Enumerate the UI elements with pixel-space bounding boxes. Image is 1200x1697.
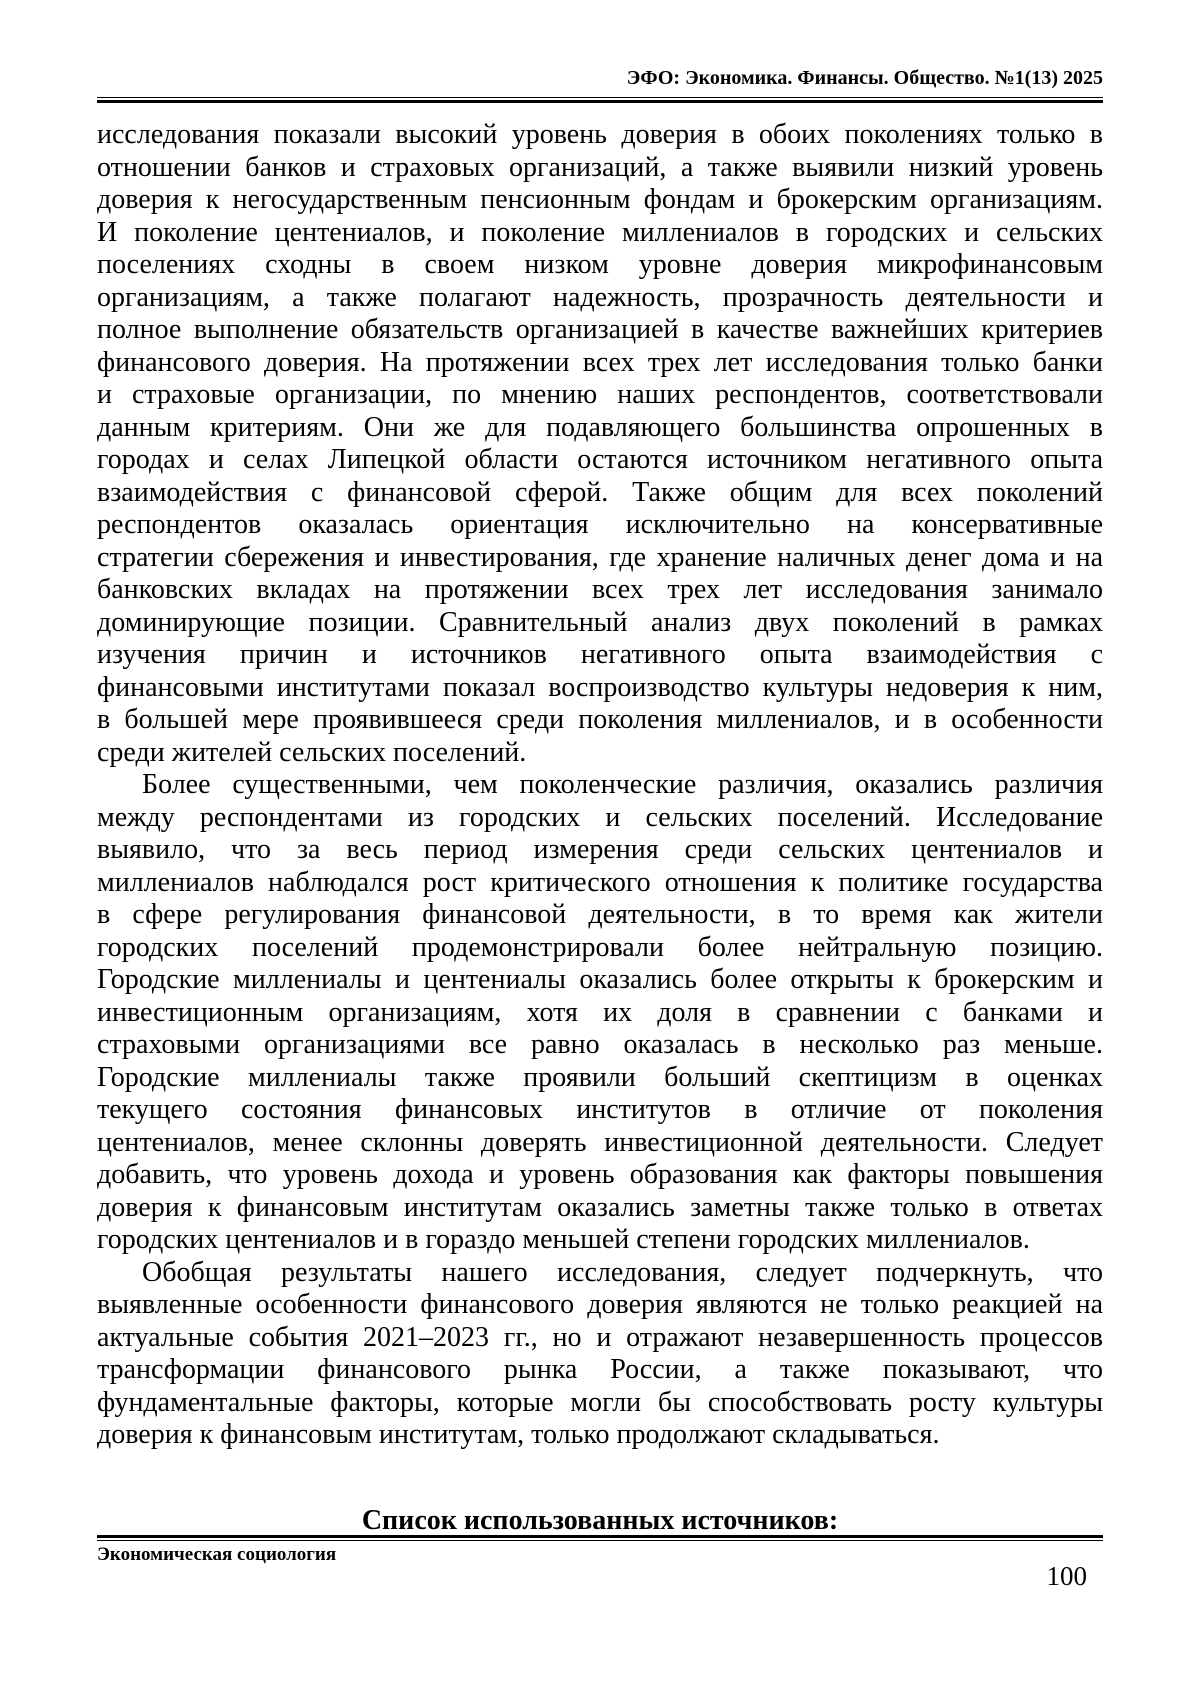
body-text-line: инвестиционным организациям, хотя их доля в сравнении с банками и xyxy=(97,996,1103,1028)
footer-rule xyxy=(97,1535,1103,1541)
body-text-line: среди жителей сельских поселений. xyxy=(97,736,527,768)
body-text-line: финансовыми институтами показал воспроизводство культуры недоверия к ним, xyxy=(97,671,1103,703)
body-text xyxy=(97,119,1103,1452)
body-text-line: актуальные события 2021–2023 гг., но и отражают незавершенность процессов xyxy=(97,1321,1103,1353)
body-text-line: выявило, что за весь период измерения среди сельских центениалов и xyxy=(97,834,1103,865)
footer-section-name: Экономическая социология xyxy=(97,1544,337,1565)
body-text-line: доминирующие позиции. Сравнительный анализ двух поколений в рамках xyxy=(97,606,1103,638)
page-number: 100 xyxy=(1046,1561,1087,1591)
body-text-line: исследования показали высокий уровень доверия в обоих поколениях только в xyxy=(97,119,1103,150)
body-text-line: банковских вкладах на протяжении всех трех лет исследования занимало xyxy=(97,574,1103,605)
body-text-line: Городские миллениалы и центениалы оказались более открыты к брокерским и xyxy=(97,964,1103,995)
body-text-line: миллениалов наблюдался рост критического отношения к политике государства xyxy=(97,866,1103,898)
body-text-line: Более существенными, чем поколенческие различия, оказались различия xyxy=(142,769,1103,800)
body-text-line: городских поселений продемонстрировали более нейтральную позицию. xyxy=(97,931,1103,963)
body-text-line: в сфере регулирования финансовой деятельности, в то время как жители xyxy=(97,899,1103,930)
body-text-line: добавить, что уровень дохода и уровень образования как факторы повышения xyxy=(97,1159,1103,1190)
body-text-line: страховыми организациями все равно оказалась в несколько раз меньше. xyxy=(97,1029,1103,1060)
body-text-line: доверия к финансовым институтам оказались заметны также только в ответах xyxy=(97,1191,1103,1223)
body-text-line: доверия к негосударственным пенсионным фондам и брокерским организациям. xyxy=(97,184,1103,215)
body-text-line: поселениях сходны в своем низком уровне доверия микрофинансовым xyxy=(97,249,1103,280)
body-text-line: между респондентами из городских и сельских поселений. Исследование xyxy=(97,801,1103,833)
body-text-line: центениалов, менее склонны доверять инвестиционной деятельности. Следует xyxy=(97,1126,1103,1158)
body-text-line: финансового доверия. На протяжении всех трех лет исследования только банки xyxy=(97,346,1103,378)
references-section-heading: Список использованных источников: xyxy=(361,1505,839,1536)
body-text-line: данным критериям. Они же для подавляющего большинства опрошенных в xyxy=(97,411,1103,443)
body-text-line: И поколение центениалов, и поколение миллениалов в городских и сельских xyxy=(97,216,1103,248)
body-text-line: текущего состояния финансовых институтов в отличие от поколения xyxy=(97,1094,1103,1125)
body-text-line: Обобщая результаты нашего исследования, следует подчеркнуть, что xyxy=(142,1256,1103,1288)
body-text-line: изучения причин и источников негативного опыта взаимодействия с xyxy=(97,639,1103,670)
body-text-line: отношении банков и страховых организаций, а также выявили низкий уровень xyxy=(97,151,1103,183)
body-text-line: полное выполнение обязательств организацией в качестве важнейших критериев xyxy=(97,314,1103,345)
body-text-line: в большей мере проявившееся среди поколения миллениалов, и в особенности xyxy=(97,704,1103,735)
body-text-line: организациям, а также полагают надежность, прозрачность деятельности и xyxy=(97,281,1103,313)
header-rule xyxy=(97,97,1103,103)
body-text-line: городах и селах Липецкой области остаются источником негативного опыта xyxy=(97,444,1103,475)
body-text-line: взаимодействия с финансовой сферой. Также общим для всех поколений xyxy=(97,476,1103,508)
body-text-line: доверия к финансовым институтам, только продолжают складываться. xyxy=(97,1419,940,1450)
body-text-line: Городские миллениалы также проявили больший скептицизм в оценках xyxy=(97,1061,1103,1093)
body-text-line: трансформации финансового рынка России, а также показывают, что xyxy=(97,1354,1103,1385)
body-text-line: респондентов оказалась ориентация исключительно на консервативные xyxy=(97,509,1103,540)
body-text-line: городских центениалов и в гораздо меньшей степени городских миллениалов. xyxy=(97,1224,1030,1255)
body-text-line: выявленные особенности финансового доверия являются не только реакцией на xyxy=(97,1289,1103,1320)
body-text-line: стратегии сбережения и инвестирования, где хранение наличных денег дома и на xyxy=(97,541,1103,573)
body-text-line: фундаментальные факторы, которые могли бы способствовать росту культуры xyxy=(97,1386,1103,1418)
running-head-journal-title: ЭФО: Экономика. Финансы. Общество. №1(13) 2025 xyxy=(626,67,1103,89)
body-text-line: и страховые организации, по мнению наших респондентов, соответствовали xyxy=(97,379,1103,410)
